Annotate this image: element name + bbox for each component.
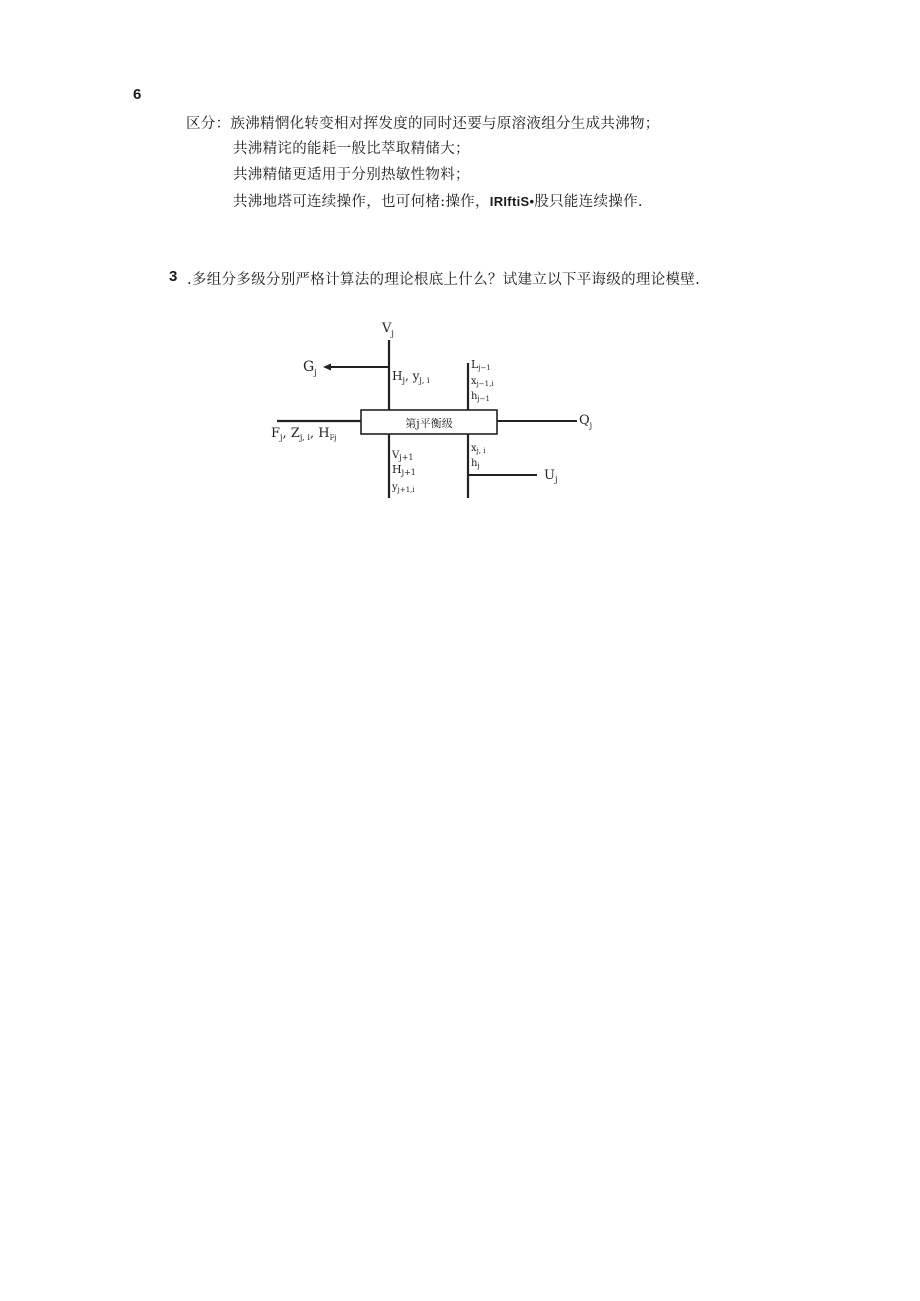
g-arrow-head (323, 364, 331, 371)
label-v: $V_j$ (382, 321, 394, 338)
label-l-prev: Lj−1 (471, 358, 491, 372)
label-h-prev: $h_{j-1}$ (471, 391, 490, 403)
label-u: $U_j$ (544, 468, 558, 484)
answer-line-4 (233, 190, 643, 211)
page-number: 6 (133, 86, 142, 103)
label-v-next: $V_{j+1}$ (392, 450, 414, 462)
answer-line-4-garbled: IRIftiS• (489, 194, 535, 209)
answer-line-1: 区分：族沸精惘化转变相对挥发度的同时还要与原溶液组分生成共沸物； (186, 116, 660, 132)
answer-line-3: 共沸精储更适用于分别热敏性物料； (233, 167, 470, 183)
label-g: $G_j$ (303, 359, 317, 377)
question-number: 3 (169, 268, 178, 285)
answer-line-4-part-c: 股只能连续操作. (534, 194, 643, 210)
label-x-cur: $x_{j, i}$ (471, 443, 486, 455)
equilibrium-stage-diagram (265, 318, 605, 503)
label-h-y: $H_j$, $y_{j, i}$ (392, 369, 430, 385)
label-h-cur: $h_j$ (471, 458, 480, 470)
question-text: .多组分多级分别严格计算法的理论根底上什么？试建立以下平诲级的理论模壁. (187, 272, 701, 288)
answer-line-2: 共沸精诧的能耗一般比萃取精储大； (233, 141, 470, 157)
label-q: $Q_j$ (579, 413, 593, 430)
label-y-next: $y_{j+1,i}$ (392, 482, 415, 494)
label-x-prev: $x_{j-1,i}$ (471, 376, 494, 388)
label-h-next: Hj+1 (392, 463, 416, 477)
label-feed: $F_j$, $Z_{j, i}$, $H_{Fj}$ (271, 426, 337, 442)
answer-line-4-part-a: 共沸地塔可连续操作，也可何楮:操作， (233, 194, 490, 210)
stage-label: 第j平衡级 (405, 417, 453, 430)
